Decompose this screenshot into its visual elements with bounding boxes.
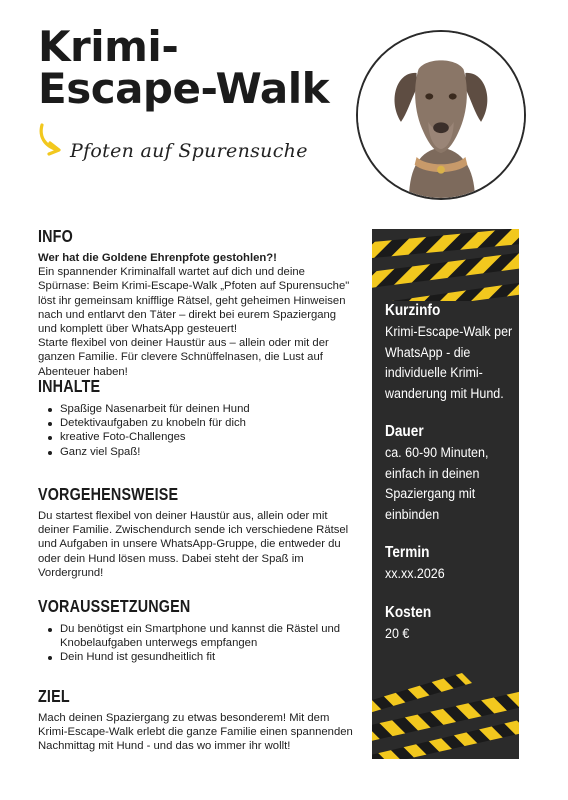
section-vorgehensweise — [38, 484, 354, 580]
section-info — [38, 226, 354, 379]
ziel-paragraph: Mach deinen Spaziergang zu etwas besonderem! Mit dem Krimi-Escape-Walk erlebt die ganze Familie einen spannenden Nachmittag mit Hund - und das wo immer ihr wollt! — [38, 712, 353, 753]
kosten-text: 20 € — [385, 625, 410, 642]
section-heading-voraussetzungen: VORAUSSETZUNGEN — [38, 596, 191, 616]
title-line-2: Escape-Walk — [38, 64, 330, 113]
dauer-text: ca. 60-90 Minuten, einfach in deinen Spaziergang mit einbinden — [385, 445, 489, 523]
kurzinfo-heading: Kurzinfo — [385, 302, 441, 319]
section-voraussetzungen — [38, 596, 354, 665]
section-heading-ziel: ZIEL — [38, 686, 70, 706]
subtitle: Pfoten auf Spurensuche — [70, 140, 308, 162]
info-paragraph-2: Starte flexibel von deiner Haustür aus – allein oder mit der ganzen Familie. Für clevere Schnüffelnasen, die Lust auf Abenteuer haben! — [38, 337, 329, 378]
section-ziel — [38, 686, 354, 754]
termin-heading: Termin — [385, 544, 430, 561]
list-item: Du benötigst ein Smartphone und kannst die Rästel und Knobelaufgaben unterwegs empfangen — [38, 622, 354, 650]
info-lead: Wer hat die Goldene Ehrenpfote gestohlen?! — [38, 252, 277, 264]
dauer-block — [385, 422, 513, 525]
section-inhalte — [38, 376, 354, 459]
kosten-heading: Kosten — [385, 603, 432, 621]
dauer-heading: Dauer — [385, 423, 424, 440]
dog-icon — [358, 32, 524, 198]
info-paragraph-1: Ein spannender Kriminalfall wartet auf dich und deine Spürnase: Beim Krimi-Escape-Walk „Pfoten auf Spurensuche" löst ihr gemeinsam knifflige Rätsel, geht geheimen Hinweisen nach und entlarvt den Täter – direkt bei eurem Spaziergang und komplett über WhatsApp gesteuert! — [38, 266, 350, 336]
page-title — [38, 22, 358, 113]
vorgehensweise-paragraph: Du startest flexibel von deiner Haustür aus, allein oder mit deiner Familie. Zwischendurch sende ich verschiedene Rätsel und Aufgaben in unsere WhatsApp-Gruppe, die entweder du oder dein Hund lösen muss. Dabei steht der Spaß im Vordergrund! — [38, 510, 349, 579]
termin-block — [385, 543, 513, 585]
dog-portrait-image — [356, 30, 526, 200]
curved-arrow-icon — [36, 122, 66, 160]
section-heading-vorgehensweise: VORGEHENSWEISE — [38, 484, 179, 504]
list-item: Detektivaufgaben zu knobeln für dich — [38, 416, 354, 430]
caution-tape-bottom — [372, 669, 519, 759]
kurzinfo-sidebar — [372, 229, 519, 759]
kurzinfo-text-block — [385, 301, 513, 662]
list-item: Ganz viel Spaß! — [38, 445, 354, 459]
title-line-1: Krimi- — [38, 22, 179, 71]
kosten-block — [385, 603, 513, 645]
kurzinfo-text: Krimi-Escape-Walk per WhatsApp - die individuelle Krimi-wanderung mit Hund. — [385, 324, 513, 402]
voraussetzungen-list — [38, 622, 354, 665]
kurzinfo-block — [385, 301, 513, 404]
caution-tape-top — [372, 229, 519, 301]
list-item: kreative Foto-Challenges — [38, 430, 354, 444]
termin-text: xx.xx.2026 — [385, 566, 445, 582]
inhalte-list — [38, 402, 354, 459]
section-heading-info: INFO — [38, 226, 73, 246]
list-item: Spaßige Nasenarbeit für deinen Hund — [38, 402, 354, 416]
list-item: Dein Hund ist gesundheitlich fit — [38, 650, 354, 664]
section-heading-inhalte: INHALTE — [38, 376, 101, 396]
